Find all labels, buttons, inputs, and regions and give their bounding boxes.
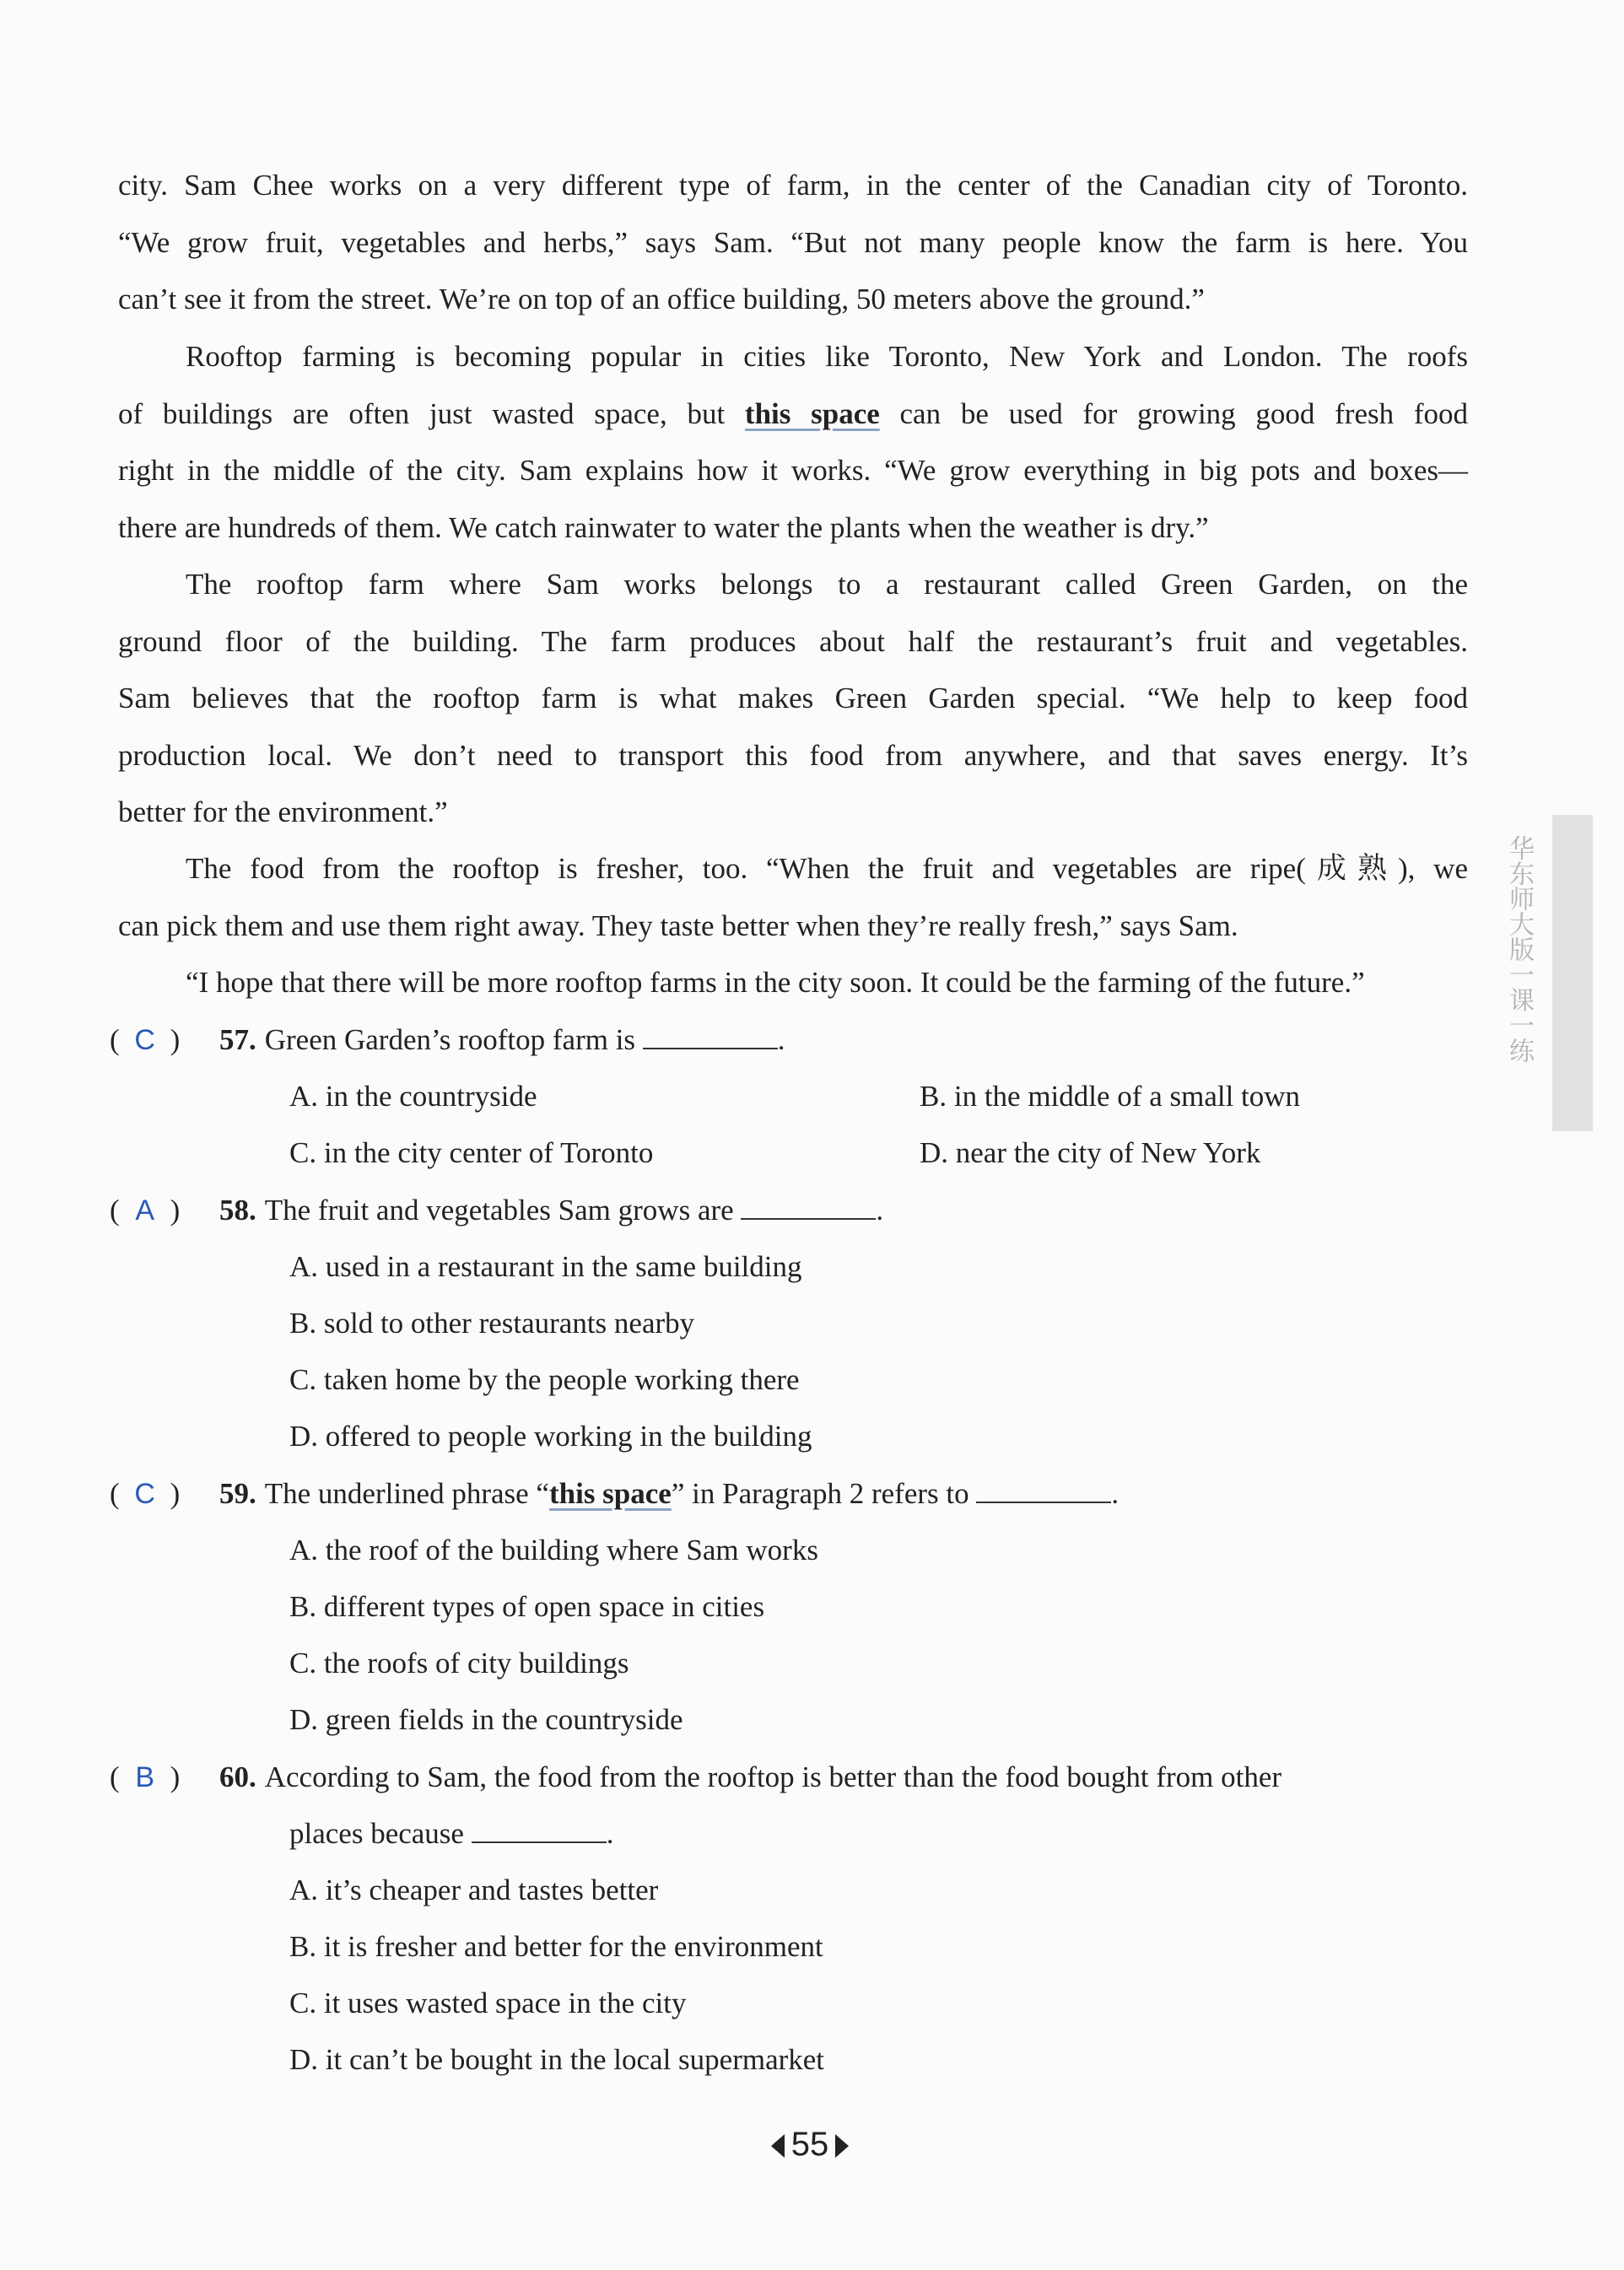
text-fragment: can be used for growing good fresh food [899, 396, 1468, 430]
answer-blank[interactable] [976, 1476, 1111, 1503]
text-line: right in the middle of the city. Sam explains how it works. “We grow everything in big pots and boxes— [118, 454, 1468, 487]
text-line-with-underline [118, 386, 1468, 443]
question-stem: places because [289, 1817, 464, 1850]
option-a[interactable]: A. the roof of the building where Sam works [289, 1534, 818, 1566]
option-c[interactable]: C. in the city center of Toronto [289, 1136, 654, 1169]
option-d[interactable]: D. near the city of New York [920, 1136, 1261, 1169]
question-end: . [777, 1023, 785, 1056]
answer-bracket: ( A ) [110, 1182, 219, 1240]
option-c[interactable]: C. the roofs of city buildings [289, 1647, 629, 1680]
option-d[interactable]: D. offered to people working in the building [289, 1420, 812, 1453]
question-end: . [606, 1817, 614, 1850]
paragraph-5 [118, 954, 1468, 1011]
option-a[interactable]: A. in the countryside [289, 1080, 537, 1113]
question-stem: According to Sam, the food from the rooftop is better than the food bought from other [264, 1760, 1282, 1793]
side-tab-label: 华东师大版一课一练 [1504, 835, 1534, 1063]
question-stem: The fruit and vegetables Sam grows are [264, 1194, 734, 1227]
underlined-phrase: this space [744, 396, 880, 430]
text-line: production local. We don’t need to transport this food from anywhere, and that saves energy. It’s [118, 738, 1468, 772]
answer-letter: C [134, 1478, 155, 1510]
text-line: The rooftop farm where Sam works belongs to a restaurant called Green Garden, on the [186, 568, 1468, 601]
text-line: ground floor of the building. The farm produces about half the restaurant’s fruit and vegetables. [118, 624, 1468, 658]
answer-bracket: ( C ) [110, 1011, 219, 1070]
question-number: 59. [219, 1477, 256, 1510]
answer-blank[interactable] [643, 1022, 778, 1049]
question-stem-continued [289, 1805, 613, 1863]
paragraph-2 [118, 328, 1468, 556]
text-line: Rooftop farming is becoming popular in cities like Toronto, New York and London. The roofs [186, 340, 1468, 373]
answer-letter: B [135, 1761, 154, 1793]
option-a[interactable]: A. it’s cheaper and tastes better [289, 1874, 659, 1906]
arrow-left-icon [771, 2134, 785, 2158]
question-stem: ” in Paragraph 2 refers to [671, 1477, 969, 1510]
question-number: 57. [219, 1023, 256, 1056]
text-line: there are hundreds of them. We catch rainwater to water the plants when the weather is dry.” [118, 510, 1209, 544]
answer-blank[interactable] [741, 1193, 876, 1220]
text-line: can pick them and use them right away. They taste better when they’re really fresh,” says Sam. [118, 909, 1238, 942]
question-59 [110, 1465, 1119, 1523]
text-line: city. Sam Chee works on a very different type of farm, in the center of the Canadian city of Toronto. [118, 169, 1468, 202]
answer-letter: C [134, 1024, 155, 1056]
question-end: . [876, 1194, 884, 1227]
paragraph-3 [118, 556, 1468, 841]
question-60 [110, 1749, 1281, 1807]
option-a[interactable]: A. used in a restaurant in the same building [289, 1250, 802, 1283]
option-c[interactable]: C. taken home by the people working there [289, 1363, 800, 1396]
text-line: Sam believes that the rooftop farm is what makes Green Garden special. “We help to keep food [118, 682, 1468, 714]
question-stem: Green Garden’s rooftop farm is [264, 1023, 636, 1056]
question-end: . [1111, 1477, 1120, 1510]
side-tab [1552, 815, 1593, 1131]
option-b[interactable]: B. different types of open space in cities [289, 1590, 765, 1623]
option-b[interactable]: B. it is fresher and better for the environment [289, 1930, 823, 1963]
option-d[interactable]: D. it can’t be bought in the local supermarket [289, 2043, 825, 2076]
question-stem: The underlined phrase “ [264, 1477, 549, 1510]
option-b[interactable]: B. in the middle of a small town [920, 1080, 1301, 1113]
question-number: 58. [219, 1194, 256, 1227]
arrow-right-icon [835, 2134, 849, 2158]
question-58 [110, 1182, 883, 1240]
answer-blank[interactable] [472, 1816, 607, 1843]
paragraph-4 [118, 840, 1468, 954]
page-number: 55 [790, 2126, 829, 2163]
answer-letter: A [135, 1194, 154, 1227]
answer-bracket: ( B ) [110, 1749, 219, 1807]
option-b[interactable]: B. sold to other restaurants nearby [289, 1307, 695, 1340]
option-c[interactable]: C. it uses wasted space in the city [289, 1987, 687, 2019]
text-line: can’t see it from the street. We’re on top of an office building, 50 meters above the ground.” [118, 283, 1205, 315]
question-57 [110, 1011, 785, 1070]
text-fragment: of buildings are often just wasted space, but [118, 396, 726, 430]
question-number: 60. [219, 1760, 256, 1793]
text-line: “I hope that there will be more rooftop farms in the city soon. It could be the farming of the future.” [186, 966, 1365, 999]
text-line: better for the environment.” [118, 795, 448, 828]
text-line: The food from the rooftop is fresher, too. “When the fruit and vegetables are ripe(成熟), we [186, 852, 1468, 885]
option-d[interactable]: D. green fields in the countryside [289, 1703, 683, 1736]
paragraph-1 [118, 157, 1468, 328]
underlined-phrase: this space [548, 1477, 672, 1510]
answer-bracket: ( C ) [110, 1465, 219, 1523]
text-line: “We grow fruit, vegetables and herbs,” says Sam. “But not many people know the farm is here. You [118, 225, 1468, 259]
page-number-footer [726, 2126, 894, 2164]
